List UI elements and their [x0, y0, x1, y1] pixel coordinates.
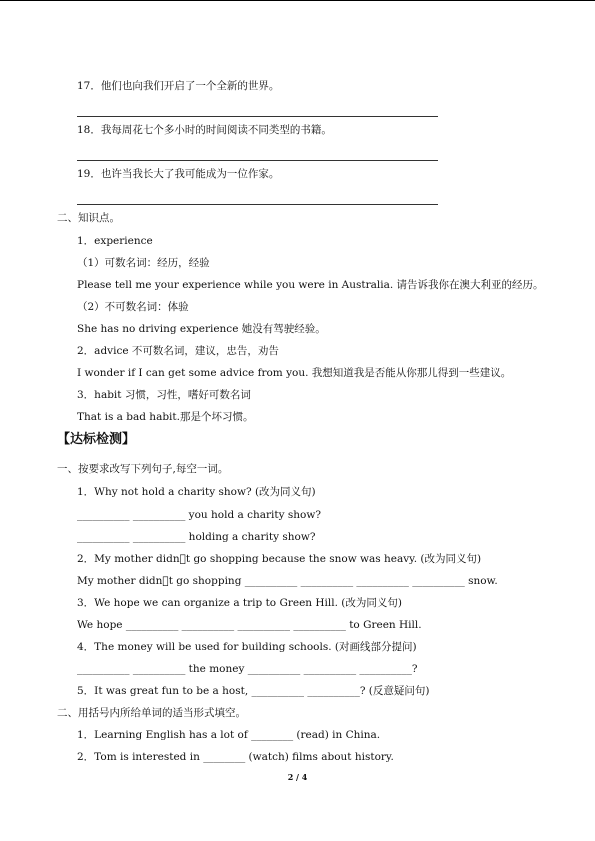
- knowledge-point-1-example-1: Please tell me your experience while you were in Australia. 请告诉我你在澳大利亚的经历。: [77, 279, 544, 291]
- part-2-question-1: 1．Learning English has a lot of ________ (read) in China.: [77, 729, 381, 741]
- part-1-question-3: 3．We hope we can organize a trip to Green Hill. (改为同义句): [77, 597, 402, 609]
- knowledge-point-2-example: I wonder if I can get some advice from you. 我想知道我是否能从你那儿得到一些建议。: [77, 367, 512, 379]
- part-2-title: 二、用括号内所给单词的适当形式填空。: [57, 707, 246, 719]
- part-1-question-1-blank-2: __________ __________ holding a charity show?: [77, 531, 316, 543]
- page-top-border: [0, 0, 595, 1]
- section-knowledge-title: 二、知识点。: [57, 212, 120, 224]
- part-1-question-1: 1．Why not hold a charity show? (改为同义句): [77, 486, 316, 498]
- part-1-question-2: 2．My mother didn t go shopping because the snow was heavy. (改为同义句): [77, 553, 482, 565]
- answer-line-17: [77, 116, 438, 117]
- part-1-question-1-blank-1: __________ __________ you hold a charity show?: [77, 509, 321, 521]
- knowledge-point-1-sense-2: （2）不可数名词：体验: [77, 301, 189, 313]
- part-1-question-2-blank: My mother didn t go shopping __________ __________ __________ __________ snow.: [77, 575, 498, 587]
- part-1-title: 一、按要求改写下列句子,每空一词。: [57, 463, 229, 475]
- answer-line-18: [77, 160, 438, 161]
- knowledge-point-1-sense-1: （1）可数名词：经历，经验: [77, 257, 210, 269]
- part-1-question-5: 5．It was great fun to be a host, __________ __________? (反意疑问句): [77, 685, 430, 697]
- question-19: 19．也许当我长大了我可能成为一位作家。: [77, 168, 280, 180]
- knowledge-point-1-example-2: She has no driving experience 她没有驾驶经验。: [77, 323, 326, 335]
- test-section-heading: 【达标检测】: [57, 432, 136, 447]
- knowledge-point-1-title: 1．experience: [77, 235, 153, 247]
- page-number: 2 / 4: [287, 772, 308, 782]
- knowledge-point-2-title: 2．advice 不可数名词，建议，忠告，劝告: [77, 345, 279, 357]
- knowledge-point-3-title: 3．habit 习惯，习性，嗜好可数名词: [77, 389, 251, 401]
- part-1-question-3-blank: We hope __________ __________ __________ __________ to Green Hill.: [77, 619, 422, 631]
- part-1-question-4: 4．The money will be used for building schools. (对画线部分提问): [77, 641, 417, 653]
- part-1-question-4-blank: __________ __________ the money __________ __________ __________?: [77, 663, 418, 675]
- question-18: 18．我每周花七个多小时的时间阅读不同类型的书籍。: [77, 124, 332, 136]
- answer-line-19: [77, 204, 438, 205]
- question-17: 17．他们也向我们开启了一个全新的世界。: [77, 80, 280, 92]
- knowledge-point-3-example: That is a bad habit.那是个坏习惯。: [77, 411, 254, 423]
- part-2-question-2: 2．Tom is interested in ________ (watch) films about history.: [77, 751, 394, 763]
